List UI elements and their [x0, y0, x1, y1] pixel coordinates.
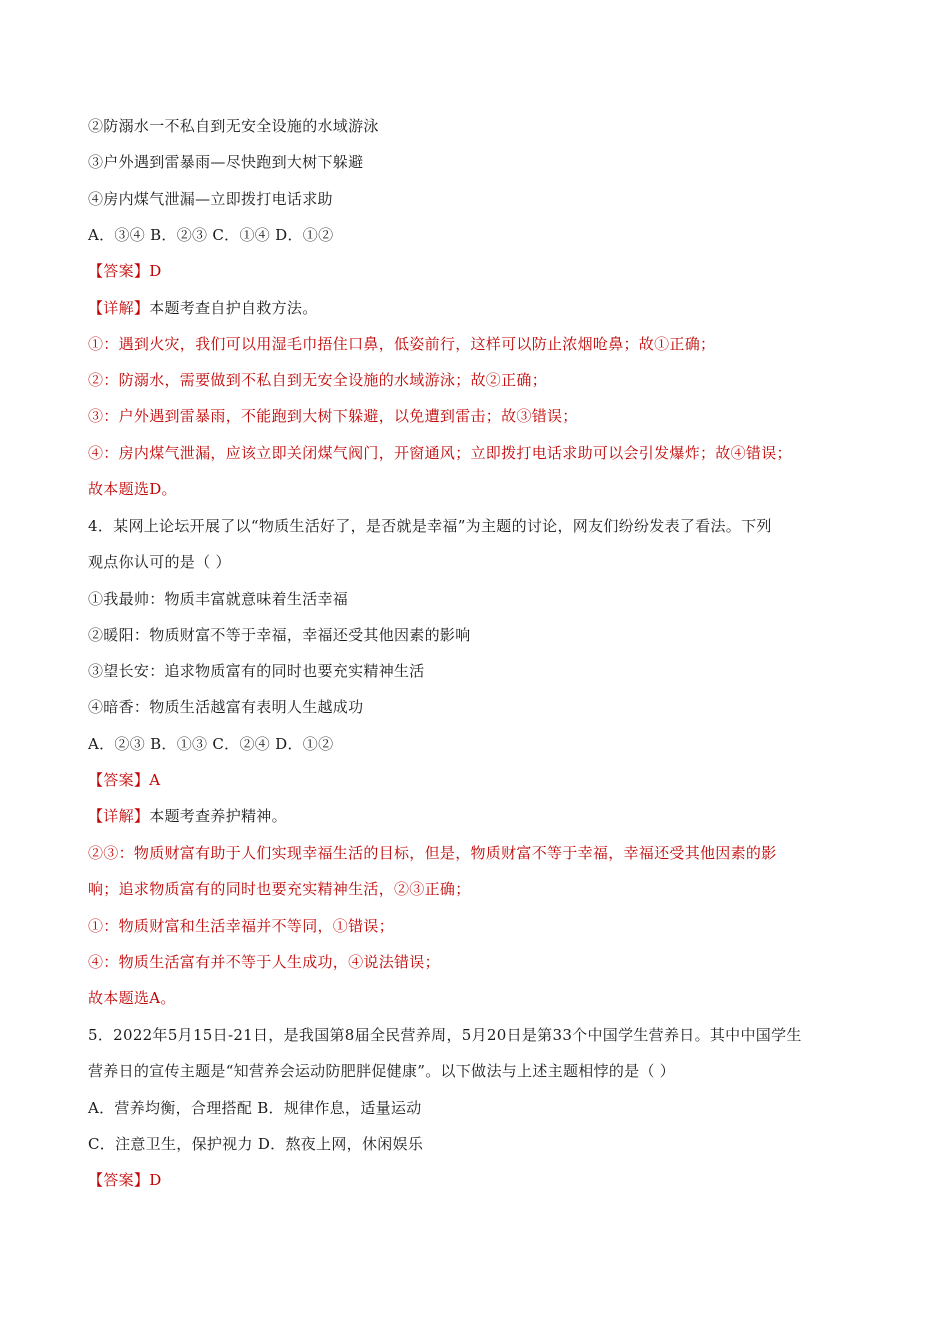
q3-detail	[88, 298, 868, 318]
q3-explanation-3: ③：户外遇到雷暴雨，不能跑到大树下躲避，以免遭到雷击；故③错误；	[88, 407, 578, 425]
q5-choices-line-1: A．营养均衡，合理搭配 B．规律作息，适量运动	[88, 1099, 422, 1117]
q4-choices: A．②③ B．①③ C．②④ D．①②	[88, 735, 334, 753]
q4-stem-line-1: 4．某网上论坛开展了以“物质生活好了，是否就是幸福”为主题的讨论，网友们纷纷发表了看法。下列	[88, 517, 772, 535]
q4-conclusion: 故本题选A。	[88, 989, 176, 1007]
q4-explanation-1a: ②③：物质财富有助于人们实现幸福生活的目标，但是，物质财富不等于幸福，幸福还受其他因素的影	[88, 844, 777, 862]
q5-stem-line-2: 营养日的宣传主题是“知营养会运动防肥胖促健康”。以下做法与上述主题相悖的是（ ）	[88, 1062, 676, 1080]
q3-choices: A．③④ B．②③ C．①④ D．①②	[88, 226, 334, 244]
q4-option-1: ①我最帅：物质丰富就意味着生活幸福	[88, 590, 349, 608]
q4-explanation-3: ④：物质生活富有并不等于人生成功，④说法错误；	[88, 953, 440, 971]
q3-option-3: ③户外遇到雷暴雨—尽快跑到大树下躲避	[88, 153, 364, 171]
q5-choices-line-2: C．注意卫生，保护视力 D．熬夜上网，休闲娱乐	[88, 1135, 424, 1153]
q3-option-2: ②防溺水一不私自到无安全设施的水域游泳	[88, 117, 379, 135]
q4-answer	[88, 770, 868, 790]
answer-tag: 【答案】	[88, 262, 150, 280]
detail-tag: 【详解】	[88, 807, 150, 825]
q4-explanation-1b: 响；追求物质富有的同时也要充实精神生活，②③正确；	[88, 880, 471, 898]
answer-value: D	[149, 262, 162, 280]
q4-explanation-2: ①：物质财富和生活幸福并不等同，①错误；	[88, 917, 395, 935]
q4-option-2: ②暖阳：物质财富不等于幸福，幸福还受其他因素的影响	[88, 626, 471, 644]
q3-explanation-2: ②：防溺水，需要做到不私自到无安全设施的水域游泳；故②正确；	[88, 371, 548, 389]
detail-intro: 本题考查养护精神。	[149, 807, 287, 825]
q3-conclusion: 故本题选D。	[88, 480, 177, 498]
q3-answer	[88, 261, 868, 281]
detail-intro: 本题考查自护自救方法。	[149, 299, 318, 317]
answer-value: D	[149, 1171, 162, 1189]
q5-answer	[88, 1170, 868, 1190]
q3-option-4: ④房内煤气泄漏—立即拨打电话求助	[88, 190, 333, 208]
q4-detail	[88, 806, 868, 826]
q4-stem-line-2: 观点你认可的是（ ）	[88, 553, 231, 571]
answer-tag: 【答案】	[88, 1171, 150, 1189]
q5-stem-line-1: 5．2022年5月15日-21日，是我国第8届全民营养周，5月20日是第33个中国学生营养日。其中中国学生	[88, 1026, 802, 1044]
q4-option-3: ③望长安：追求物质富有的同时也要充实精神生活	[88, 662, 425, 680]
q3-explanation-4: ④：房内煤气泄漏，应该立即关闭煤气阀门，开窗通风；立即拨打电话求助可以会引发爆炸；故④错误；	[88, 444, 792, 462]
q3-explanation-1: ①：遇到火灾，我们可以用湿毛巾捂住口鼻，低姿前行，这样可以防止浓烟呛鼻；故①正确；	[88, 335, 716, 353]
answer-value: A	[149, 771, 161, 789]
q4-option-4: ④暗香：物质生活越富有表明人生越成功	[88, 698, 364, 716]
answer-tag: 【答案】	[88, 771, 150, 789]
detail-tag: 【详解】	[88, 299, 150, 317]
